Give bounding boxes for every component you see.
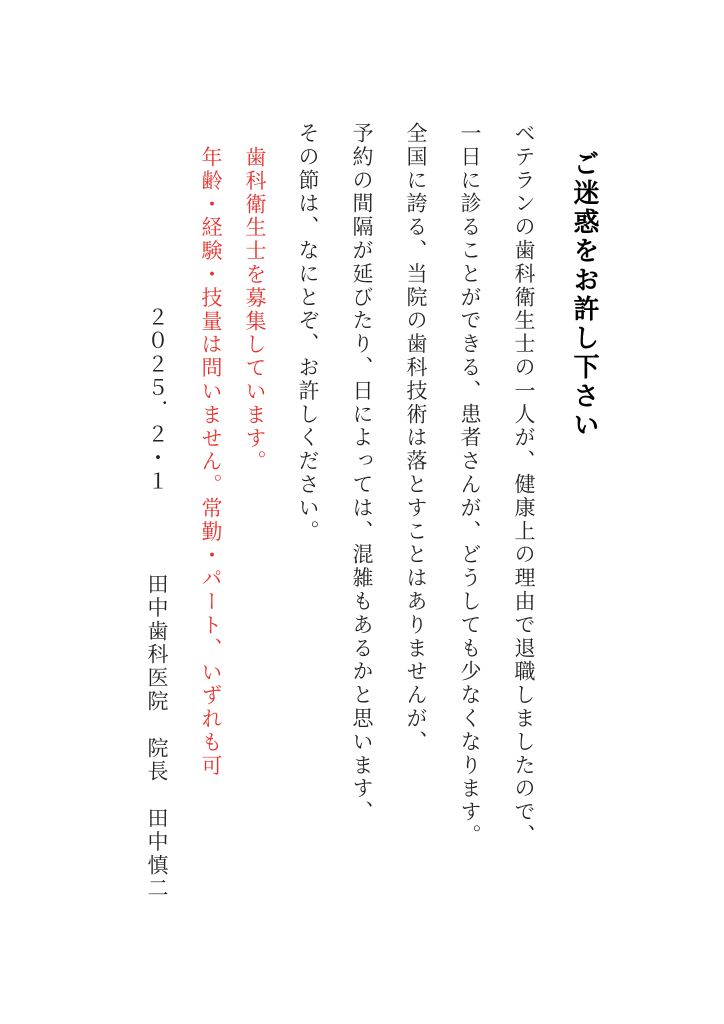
body-line-2: 一日に診ることができる、患者さんが、どうしても少なくなります。	[458, 122, 482, 848]
recruit-line-1: 歯科衛生士を募集しています。	[243, 146, 267, 474]
body-line-1: ベテランの歯科衛生士の一人が、健康上の理由で退職しましたので、	[512, 122, 536, 848]
body-line-4: 予約の間隔が延びたり、日によっては、混雑もあるかと思います、	[350, 122, 374, 824]
body-line-3: 全国に誇る、当院の歯科技術は落とすことはありませんが、	[404, 122, 428, 754]
clinic-signature: 田中歯科医院 院長 田中慎二	[145, 573, 169, 901]
notice-title: ご迷惑をお許し下さい	[569, 150, 599, 440]
body-line-5: その節は、なにとぞ、お許しください。	[296, 122, 320, 544]
recruit-line-2: 年齢・経験・技量は問いません。常勤・パート、いずれも可	[199, 146, 223, 778]
notice-date: ２０２５．２・１	[145, 306, 169, 494]
